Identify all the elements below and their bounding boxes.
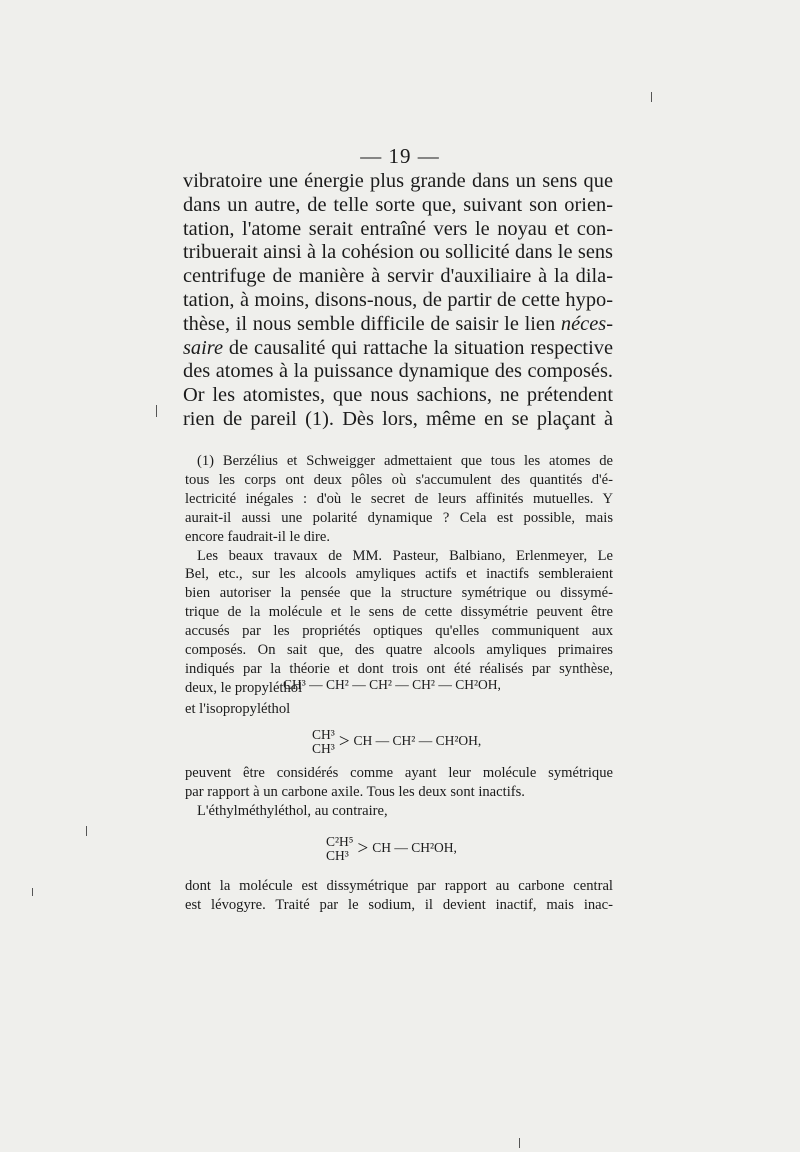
- formula-propylethol: CH³ — CH² — CH² — CH² — CH²OH,: [283, 677, 501, 692]
- footnote-line: tous les corps ont deux pôles où s'accumulent des quantités d'é-: [185, 471, 613, 488]
- hyphenated-italic-end: saire: [183, 336, 224, 359]
- formula-stack: [312, 728, 335, 756]
- formula-isopropylethol: [312, 728, 481, 756]
- text-line: centrifuge de manière à servir d'auxiliaire à la dila-: [183, 265, 613, 288]
- paper-mark: [86, 826, 87, 836]
- paper-mark: [651, 92, 652, 102]
- text-line: [183, 313, 613, 337]
- page-number: — 19 —: [360, 144, 440, 168]
- main-paragraph: [183, 170, 613, 432]
- text-line: tation, à moins, disons-nous, de partir de cette hypo-: [183, 288, 613, 311]
- footnote-block: [185, 452, 613, 698]
- text-line: vibratoire une énergie plus grande dans un sens que: [183, 170, 613, 192]
- formula-bracket: >: [357, 838, 369, 859]
- paper-mark: [32, 888, 33, 896]
- footnote-line: encore faudrait-il le dire.: [185, 528, 331, 545]
- footnote-line: accusés par les propriétés optiques qu'elles communiquent aux: [185, 623, 613, 640]
- text-line: [183, 337, 613, 361]
- text-line: dans un autre, de telle sorte que, suivant son orien-: [183, 193, 613, 216]
- text-line: tribuerait ainsi à la cohésion ou sollicité dans le sens: [183, 241, 613, 264]
- footnote-line: est lévogyre. Traité par le sodium, il devient inactif, mais inac-: [185, 896, 613, 913]
- footnote-line: et l'isopropyléthol: [185, 701, 291, 717]
- footnote-line: L'éthylméthyléthol, au contraire,: [197, 802, 388, 819]
- footnote-block-continued: [185, 764, 613, 821]
- formula-stack: [326, 835, 354, 863]
- text-line: des atomes à la puissance dynamique des composés.: [183, 360, 613, 383]
- footnote-line: (1) Berzélius et Schweigger admettaient que tous les atomes de: [197, 453, 613, 469]
- footnote-line: composés. On sait que, des quatre alcools amyliques primaires: [185, 642, 613, 659]
- formula-bracket: >: [338, 731, 350, 752]
- footnote-line: par rapport à un carbone axile. Tous les deux sont inactifs.: [185, 783, 525, 800]
- formula-top: C²H⁵: [326, 834, 354, 849]
- footnote-line: indiqués par la théorie et dont trois ont été réalisés par synthèse,: [185, 660, 613, 677]
- hyphenated-italic-start: néces-: [560, 312, 613, 335]
- formula-top: CH³: [312, 727, 335, 742]
- footnote-line: peuvent être considérés comme ayant leur molécule symétrique: [185, 765, 613, 781]
- formula-bottom: CH³: [326, 848, 349, 863]
- text-line: Or les atomistes, que nous sachions, ne prétendent: [183, 384, 613, 407]
- formula-rest: CH — CH²OH,: [372, 840, 457, 856]
- formula-ethylmethylethol: [326, 835, 457, 863]
- footnote-line: bien autoriser la pensée que la structure symétrique ou dissymé-: [185, 585, 613, 602]
- footnote-line: dont la molécule est dissymétrique par rapport au carbone central: [185, 878, 613, 894]
- text-segment: thèse, il nous semble difficile de saisir le lien: [183, 312, 556, 335]
- formula-rest: CH — CH² — CH²OH,: [353, 733, 482, 749]
- footnote-line: Bel, etc., sur les alcools amyliques actifs et inactifs sembleraient: [185, 566, 613, 583]
- text-segment: de causalité qui rattache la situation respective: [228, 336, 613, 359]
- footnote-line: Les beaux travaux de MM. Pasteur, Balbiano, Erlenmeyer, Le: [197, 547, 613, 564]
- footnote-block-end: [185, 877, 613, 915]
- paper-mark: [156, 405, 157, 417]
- footnote-line: deux, le propyléthol: [185, 679, 303, 696]
- text-line: rien de pareil (1). Dès lors, même en se plaçant à: [183, 407, 613, 430]
- footnote-line: aurait-il aussi une polarité dynamique ? Cela est possible, mais: [185, 509, 613, 526]
- footnote-line: lectricité inégales : d'où le secret de leurs affinités mutuelles. Y: [185, 490, 613, 507]
- footnote-line: trique de la molécule et le sens de cette dissymétrie peuvent être: [185, 604, 613, 621]
- formula-bottom: CH³: [312, 741, 335, 756]
- paper-mark: [519, 1138, 520, 1148]
- text-line: tation, l'atome serait entraîné vers le noyau et con-: [183, 217, 613, 240]
